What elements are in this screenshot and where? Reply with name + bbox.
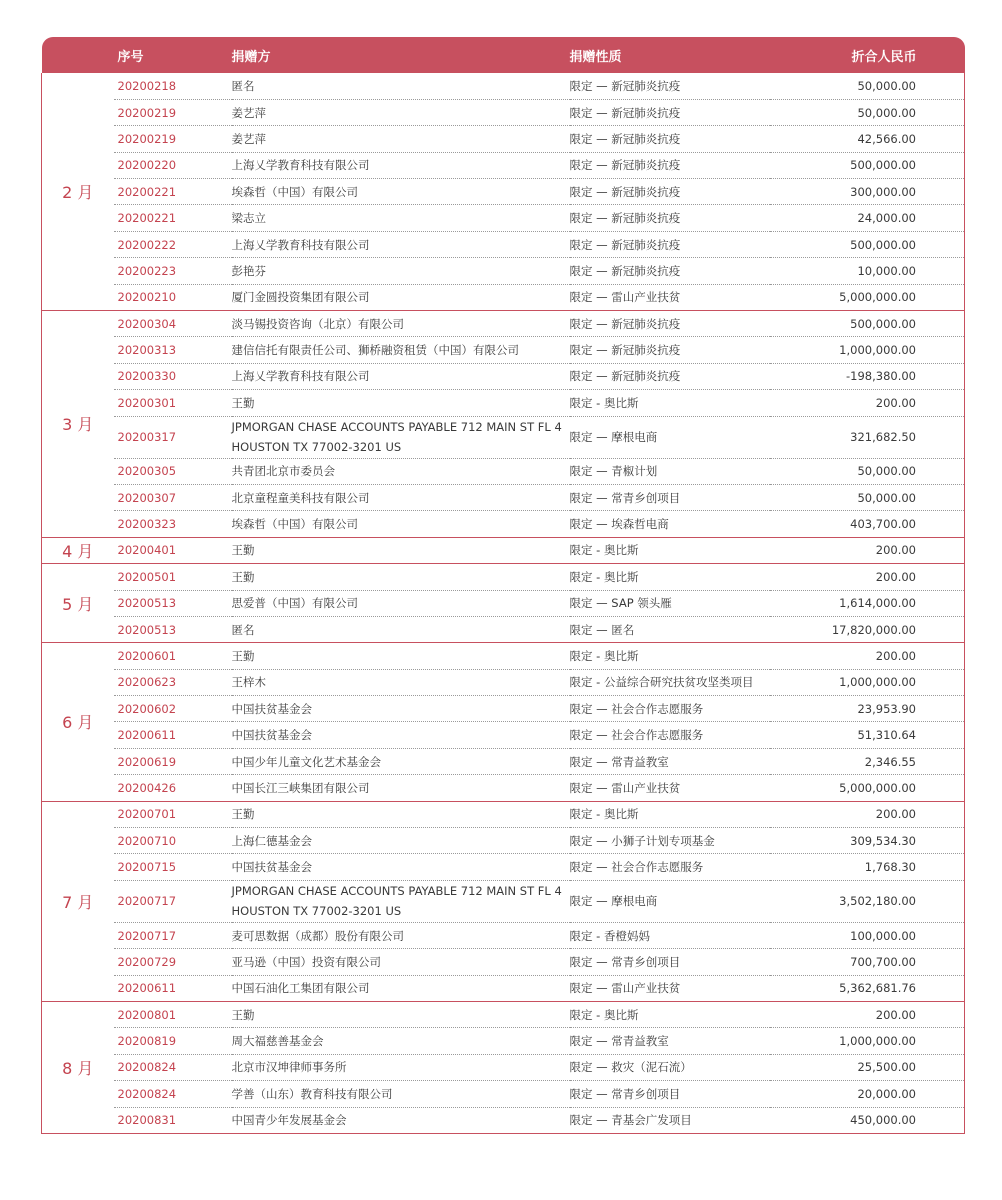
- seq-cell: 20200218: [114, 73, 232, 99]
- table-row: [42, 564, 965, 590]
- nature-cell: 限定 — 青基会广发项目: [570, 1107, 770, 1133]
- donor-cell: 建信信托有限责任公司、狮桥融资租赁（中国）有限公司: [232, 337, 570, 363]
- table-row: [42, 99, 965, 125]
- month-label: 3 月: [42, 311, 114, 538]
- table-row: [42, 73, 965, 99]
- amount-cell: 100,000.00: [770, 922, 965, 948]
- nature-cell: 限定 — 新冠肺炎抗疫: [570, 126, 770, 152]
- amount-cell: 500,000.00: [770, 311, 965, 337]
- seq-cell: 20200824: [114, 1054, 232, 1080]
- amount-cell: 17,820,000.00: [770, 616, 965, 642]
- seq-cell: 20200717: [114, 922, 232, 948]
- table-row: [42, 748, 965, 774]
- nature-cell: 限定 - 奥比斯: [570, 537, 770, 563]
- donor-cell: 中国扶贫基金会: [232, 854, 570, 880]
- amount-cell: 200.00: [770, 801, 965, 827]
- seq-cell: 20200313: [114, 337, 232, 363]
- donor-cell: 王勤: [232, 801, 570, 827]
- donor-cell: 上海乂学教育科技有限公司: [232, 231, 570, 257]
- amount-cell: 1,614,000.00: [770, 590, 965, 616]
- nature-cell: 限定 — 常青乡创项目: [570, 1081, 770, 1107]
- nature-cell: 限定 — 新冠肺炎抗疫: [570, 99, 770, 125]
- seq-cell: 20200330: [114, 363, 232, 389]
- seq-cell: 20200220: [114, 152, 232, 178]
- amount-cell: 309,534.30: [770, 828, 965, 854]
- donor-cell: 淡马锡投资咨询（北京）有限公司: [232, 311, 570, 337]
- nature-cell: 限定 — 新冠肺炎抗疫: [570, 73, 770, 99]
- amount-cell: 500,000.00: [770, 152, 965, 178]
- seq-cell: 20200623: [114, 669, 232, 695]
- nature-cell: 限定 — 新冠肺炎抗疫: [570, 363, 770, 389]
- table-row: [42, 722, 965, 748]
- nature-cell: 限定 — 救灾（泥石流）: [570, 1054, 770, 1080]
- donor-cell: 亚马逊（中国）投资有限公司: [232, 949, 570, 975]
- seq-cell: 20200717: [114, 880, 232, 922]
- nature-cell: 限定 — 匿名: [570, 616, 770, 642]
- nature-cell: 限定 — 常青乡创项目: [570, 484, 770, 510]
- table-header: [42, 37, 965, 73]
- nature-cell: 限定 - 公益综合研究扶贫攻坚类项目: [570, 669, 770, 695]
- donor-cell: 姜艺萍: [232, 99, 570, 125]
- seq-cell: 20200513: [114, 616, 232, 642]
- seq-cell: 20200426: [114, 775, 232, 801]
- header-donor: 捐赠方: [232, 37, 570, 73]
- seq-cell: 20200831: [114, 1107, 232, 1133]
- amount-cell: 3,502,180.00: [770, 880, 965, 922]
- donor-cell: 姜艺萍: [232, 126, 570, 152]
- seq-cell: 20200221: [114, 179, 232, 205]
- seq-cell: 20200513: [114, 590, 232, 616]
- amount-cell: 42,566.00: [770, 126, 965, 152]
- amount-cell: 5,000,000.00: [770, 775, 965, 801]
- seq-cell: 20200501: [114, 564, 232, 590]
- table-row: [42, 922, 965, 948]
- amount-cell: 23,953.90: [770, 696, 965, 722]
- table-row: [42, 801, 965, 827]
- donor-cell: 王勤: [232, 390, 570, 416]
- nature-cell: 限定 — 新冠肺炎抗疫: [570, 231, 770, 257]
- table-row: [42, 311, 965, 337]
- donor-cell: 彭艳芬: [232, 258, 570, 284]
- donor-cell: 上海乂学教育科技有限公司: [232, 363, 570, 389]
- nature-cell: 限定 - 香橙妈妈: [570, 922, 770, 948]
- nature-cell: 限定 — 小狮子计划专项基金: [570, 828, 770, 854]
- amount-cell: 500,000.00: [770, 231, 965, 257]
- nature-cell: 限定 — 社会合作志愿服务: [570, 696, 770, 722]
- amount-cell: 24,000.00: [770, 205, 965, 231]
- amount-cell: 1,768.30: [770, 854, 965, 880]
- nature-cell: 限定 — 新冠肺炎抗疫: [570, 337, 770, 363]
- donor-cell: JPMORGAN CHASE ACCOUNTS PAYABLE 712 MAIN ST FL 4 HOUSTON TX 77002-3201 US: [232, 416, 570, 458]
- nature-cell: 限定 — 新冠肺炎抗疫: [570, 179, 770, 205]
- table-row: [42, 775, 965, 801]
- table-row: [42, 179, 965, 205]
- amount-cell: 300,000.00: [770, 179, 965, 205]
- nature-cell: 限定 — SAP 领头雁: [570, 590, 770, 616]
- amount-cell: 50,000.00: [770, 99, 965, 125]
- table-row: [42, 880, 965, 922]
- table-row: [42, 643, 965, 669]
- amount-cell: 1,000,000.00: [770, 337, 965, 363]
- amount-cell: 450,000.00: [770, 1107, 965, 1133]
- amount-cell: 50,000.00: [770, 458, 965, 484]
- seq-cell: 20200221: [114, 205, 232, 231]
- seq-cell: 20200619: [114, 748, 232, 774]
- nature-cell: 限定 - 奥比斯: [570, 390, 770, 416]
- donor-cell: 王梓木: [232, 669, 570, 695]
- table-row: [42, 696, 965, 722]
- header-amount: 折合人民币: [770, 37, 965, 73]
- nature-cell: 限定 — 新冠肺炎抗疫: [570, 311, 770, 337]
- amount-cell: 200.00: [770, 390, 965, 416]
- seq-cell: 20200304: [114, 311, 232, 337]
- amount-cell: 5,362,681.76: [770, 975, 965, 1001]
- table-row: [42, 1081, 965, 1107]
- donor-cell: 中国石油化工集团有限公司: [232, 975, 570, 1001]
- nature-cell: 限定 - 奥比斯: [570, 564, 770, 590]
- donor-cell: 中国长江三峡集团有限公司: [232, 775, 570, 801]
- donor-cell: 中国扶贫基金会: [232, 722, 570, 748]
- seq-cell: 20200307: [114, 484, 232, 510]
- donor-cell: 北京市汉坤律师事务所: [232, 1054, 570, 1080]
- table-row: [42, 854, 965, 880]
- amount-cell: 1,000,000.00: [770, 669, 965, 695]
- seq-cell: 20200401: [114, 537, 232, 563]
- seq-cell: 20200219: [114, 99, 232, 125]
- amount-cell: 200.00: [770, 1002, 965, 1028]
- amount-cell: 5,000,000.00: [770, 284, 965, 310]
- donor-cell: 埃森哲（中国）有限公司: [232, 511, 570, 537]
- month-label: 6 月: [42, 643, 114, 801]
- table-row: [42, 484, 965, 510]
- donor-cell: 梁志立: [232, 205, 570, 231]
- nature-cell: 限定 — 雷山产业扶贫: [570, 775, 770, 801]
- nature-cell: 限定 — 常青乡创项目: [570, 949, 770, 975]
- nature-cell: 限定 — 雷山产业扶贫: [570, 284, 770, 310]
- donation-table: [41, 37, 965, 1134]
- nature-cell: 限定 — 埃森哲电商: [570, 511, 770, 537]
- seq-cell: 20200301: [114, 390, 232, 416]
- month-label: 8 月: [42, 1002, 114, 1134]
- donor-cell: 学善（山东）教育科技有限公司: [232, 1081, 570, 1107]
- seq-cell: 20200715: [114, 854, 232, 880]
- amount-cell: 25,500.00: [770, 1054, 965, 1080]
- amount-cell: 10,000.00: [770, 258, 965, 284]
- table-row: [42, 511, 965, 537]
- month-label: 5 月: [42, 564, 114, 643]
- amount-cell: 200.00: [770, 643, 965, 669]
- amount-cell: 51,310.64: [770, 722, 965, 748]
- table-row: [42, 616, 965, 642]
- donor-cell: 厦门金圆投资集团有限公司: [232, 284, 570, 310]
- donor-cell: 埃森哲（中国）有限公司: [232, 179, 570, 205]
- seq-cell: 20200819: [114, 1028, 232, 1054]
- nature-cell: 限定 — 常青益教室: [570, 748, 770, 774]
- donor-cell: 共青团北京市委员会: [232, 458, 570, 484]
- table-row: [42, 390, 965, 416]
- seq-cell: 20200710: [114, 828, 232, 854]
- seq-cell: 20200323: [114, 511, 232, 537]
- header-seq: 序号: [114, 37, 232, 73]
- seq-cell: 20200824: [114, 1081, 232, 1107]
- seq-cell: 20200801: [114, 1002, 232, 1028]
- month-label: 2 月: [42, 73, 114, 311]
- table-row: [42, 363, 965, 389]
- donor-cell: 中国扶贫基金会: [232, 696, 570, 722]
- table-row: [42, 1028, 965, 1054]
- seq-cell: 20200223: [114, 258, 232, 284]
- nature-cell: 限定 — 社会合作志愿服务: [570, 854, 770, 880]
- amount-cell: 321,682.50: [770, 416, 965, 458]
- table-row: [42, 205, 965, 231]
- table-row: [42, 284, 965, 310]
- header-month-cell: [42, 37, 114, 73]
- nature-cell: 限定 — 新冠肺炎抗疫: [570, 205, 770, 231]
- seq-cell: 20200701: [114, 801, 232, 827]
- amount-cell: -198,380.00: [770, 363, 965, 389]
- donor-cell: 麦可思数据（成都）股份有限公司: [232, 922, 570, 948]
- table-row: [42, 1002, 965, 1028]
- donation-table-container: [41, 37, 964, 1134]
- seq-cell: 20200602: [114, 696, 232, 722]
- table-row: [42, 828, 965, 854]
- nature-cell: 限定 — 摩根电商: [570, 880, 770, 922]
- month-label: 4 月: [42, 537, 114, 563]
- donor-cell: 上海仁德基金会: [232, 828, 570, 854]
- nature-cell: 限定 — 新冠肺炎抗疫: [570, 152, 770, 178]
- table-row: [42, 1107, 965, 1133]
- donor-cell: 北京童程童美科技有限公司: [232, 484, 570, 510]
- seq-cell: 20200222: [114, 231, 232, 257]
- table-row: [42, 669, 965, 695]
- table-row: [42, 537, 965, 563]
- table-row: [42, 126, 965, 152]
- nature-cell: 限定 — 社会合作志愿服务: [570, 722, 770, 748]
- amount-cell: 403,700.00: [770, 511, 965, 537]
- nature-cell: 限定 — 常青益教室: [570, 1028, 770, 1054]
- table-row: [42, 975, 965, 1001]
- table-row: [42, 416, 965, 458]
- donor-cell: 匿名: [232, 616, 570, 642]
- donor-cell: 中国青少年发展基金会: [232, 1107, 570, 1133]
- amount-cell: 200.00: [770, 537, 965, 563]
- seq-cell: 20200210: [114, 284, 232, 310]
- donor-cell: 王勤: [232, 564, 570, 590]
- amount-cell: 2,346.55: [770, 748, 965, 774]
- header-nature: 捐赠性质: [570, 37, 770, 73]
- seq-cell: 20200305: [114, 458, 232, 484]
- donor-cell: 王勤: [232, 643, 570, 669]
- amount-cell: 700,700.00: [770, 949, 965, 975]
- nature-cell: 限定 - 奥比斯: [570, 643, 770, 669]
- amount-cell: 200.00: [770, 564, 965, 590]
- nature-cell: 限定 — 青椒计划: [570, 458, 770, 484]
- donor-cell: 匿名: [232, 73, 570, 99]
- seq-cell: 20200601: [114, 643, 232, 669]
- seq-cell: 20200611: [114, 722, 232, 748]
- donor-cell: 周大福慈善基金会: [232, 1028, 570, 1054]
- amount-cell: 1,000,000.00: [770, 1028, 965, 1054]
- table-row: [42, 949, 965, 975]
- table-row: [42, 458, 965, 484]
- month-label: 7 月: [42, 801, 114, 1001]
- amount-cell: 50,000.00: [770, 73, 965, 99]
- table-row: [42, 337, 965, 363]
- table-row: [42, 590, 965, 616]
- nature-cell: 限定 — 雷山产业扶贫: [570, 975, 770, 1001]
- seq-cell: 20200611: [114, 975, 232, 1001]
- table-row: [42, 258, 965, 284]
- donor-cell: 王勤: [232, 1002, 570, 1028]
- donor-cell: 上海乂学教育科技有限公司: [232, 152, 570, 178]
- seq-cell: 20200729: [114, 949, 232, 975]
- nature-cell: 限定 — 摩根电商: [570, 416, 770, 458]
- table-row: [42, 152, 965, 178]
- nature-cell: 限定 - 奥比斯: [570, 1002, 770, 1028]
- donor-cell: JPMORGAN CHASE ACCOUNTS PAYABLE 712 MAIN ST FL 4 HOUSTON TX 77002-3201 US: [232, 880, 570, 922]
- amount-cell: 20,000.00: [770, 1081, 965, 1107]
- table-row: [42, 231, 965, 257]
- seq-cell: 20200219: [114, 126, 232, 152]
- donor-cell: 王勤: [232, 537, 570, 563]
- nature-cell: 限定 - 奥比斯: [570, 801, 770, 827]
- seq-cell: 20200317: [114, 416, 232, 458]
- amount-cell: 50,000.00: [770, 484, 965, 510]
- table-body: [42, 73, 965, 1133]
- donor-cell: 中国少年儿童文化艺术基金会: [232, 748, 570, 774]
- table-row: [42, 1054, 965, 1080]
- donor-cell: 思爱普（中国）有限公司: [232, 590, 570, 616]
- nature-cell: 限定 — 新冠肺炎抗疫: [570, 258, 770, 284]
